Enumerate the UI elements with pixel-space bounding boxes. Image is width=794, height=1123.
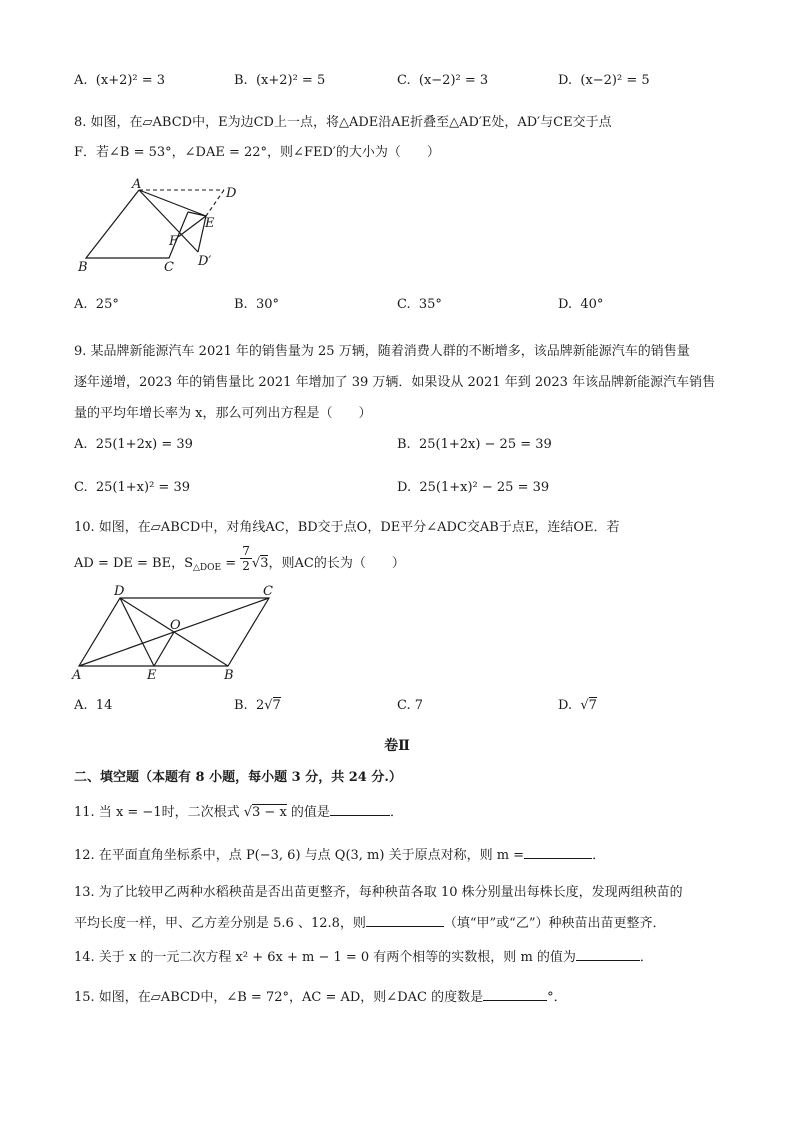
q7-option-d: D. (x−2)² = 5 [558, 73, 650, 88]
section-heading: 二、填空题（本题有 8 小题，每小题 3 分，共 24 分.） [74, 770, 402, 785]
q10-option-b: B. 2√7 [234, 698, 281, 713]
q8-label-d: D [226, 186, 237, 201]
q8-option-a: A. 25° [74, 297, 119, 312]
q10-sqrt3: √3 [251, 556, 269, 571]
q8-label-b: B [78, 260, 88, 275]
q10-label-e: E [147, 668, 157, 683]
q7-option-c: C. (x−2)² = 3 [397, 73, 489, 88]
q11: 11. 当 x = −1时，二次根式 √3 − x 的值是 ． [74, 805, 403, 820]
q8-label-d-prime: D′ [198, 254, 212, 269]
q12-answer-blank[interactable] [524, 846, 592, 859]
q8-stem-line2: F．若∠B = 53°，∠DAE = 22°，则∠FED′的大小为（ ） [74, 145, 440, 160]
q14: 14. 关于 x 的一元二次方程 x² + 6x + m − 1 = 0 有两个相等的实数根，则 m 的值为 ． [74, 950, 653, 965]
q10-label-a: A [72, 668, 82, 683]
q8-option-d: D. 40° [558, 297, 604, 312]
q13-line2: 平均长度一样，甲、乙方差分别是 5.6 、12.8，则 （填“甲”或“乙”）种秧苗出苗更整齐． [74, 916, 666, 931]
q13-line1: 13. 为了比较甲乙两种水稻秧苗是否出苗更整齐，每种秧苗各取 10 株分别量出每株长度，发现两组秧苗的 [74, 885, 683, 900]
q15: 15. 如图，在▱ABCD中，∠B = 72°，AC = AD，则∠DAC 的度数是 °． [74, 990, 567, 1005]
q10-line-oe [154, 632, 174, 666]
q10-label-b: B [224, 668, 234, 683]
q10-stem-line2: AD = DE = BE，$S_{\triangle DOE}$ = $\frac{7}{2}$ √3，则AC的长为（ ） [74, 544, 405, 573]
q8-fold-line-ae [139, 190, 206, 216]
q10-option-d: D. √7 [558, 698, 597, 713]
q8-label-f: F [169, 234, 179, 249]
q8-label-a: A [132, 177, 142, 192]
q8-label-c: C [164, 260, 174, 275]
q10-fraction: $\frac{7}{2}$ [242, 544, 250, 573]
q9-option-a: A. 25(1+2x) = 39 [74, 437, 193, 452]
q8-label-e: E [205, 216, 215, 231]
q15-answer-blank[interactable] [483, 988, 547, 1001]
q7-option-b: B. (x+2)² = 5 [234, 73, 326, 88]
q10-figure [70, 583, 280, 683]
q8-figure [74, 175, 244, 280]
q9-option-b: B. 25(1+2x) − 25 = 39 [397, 437, 552, 452]
q10-option-a: A. 14 [74, 698, 113, 713]
q10-label-d: D [114, 584, 125, 599]
q13-answer-blank[interactable] [366, 914, 444, 927]
q8-dashed-de [206, 190, 224, 216]
q8-stem-line1: 8. 如图，在▱ABCD中，E为边CD上一点，将△ADE沿AE折叠至△AD′E处，AD′与CE交于点 [74, 115, 612, 130]
q10-label-o: O [170, 618, 181, 633]
q9-stem-line2: 逐年递增，2023 年的销售量比 2021 年增加了 39 万辆．如果设从 2021 年到 2023 年该品牌新能源汽车销售 [74, 375, 716, 390]
q9-stem-line3: 量的平均年增长率为 x，那么可列出方程是（ ） [74, 406, 372, 421]
q10-stem-line1: 10. 如图，在▱ABCD中，对角线AC，BD交于点O，DE平分∠ADC交AB于点E，连结OE．若 [74, 520, 620, 535]
volume-title: 卷Ⅱ [384, 738, 410, 754]
q9-option-d: D. 25(1+x)² − 25 = 39 [397, 480, 550, 495]
q8-option-c: C. 35° [397, 297, 442, 312]
q10-option-c: C. 7 [397, 698, 424, 713]
q14-answer-blank[interactable] [576, 948, 640, 961]
q8-option-b: B. 30° [234, 297, 279, 312]
q9-option-c: C. 25(1+x)² = 39 [74, 480, 190, 495]
q11-answer-blank[interactable] [330, 803, 390, 816]
q9-stem-line1: 9. 某品牌新能源汽车 2021 年的销售量为 25 万辆，随着消费人群的不断增多，该品牌新能源汽车的销售量 [74, 344, 690, 359]
q10-label-c: C [263, 584, 273, 599]
q7-option-a: A. (x+2)² = 3 [74, 73, 166, 88]
q12: 12. 在平面直角坐标系中，点 P(−3, 6) 与点 Q(3, m) 关于原点对称，则 m = ． [74, 848, 606, 863]
